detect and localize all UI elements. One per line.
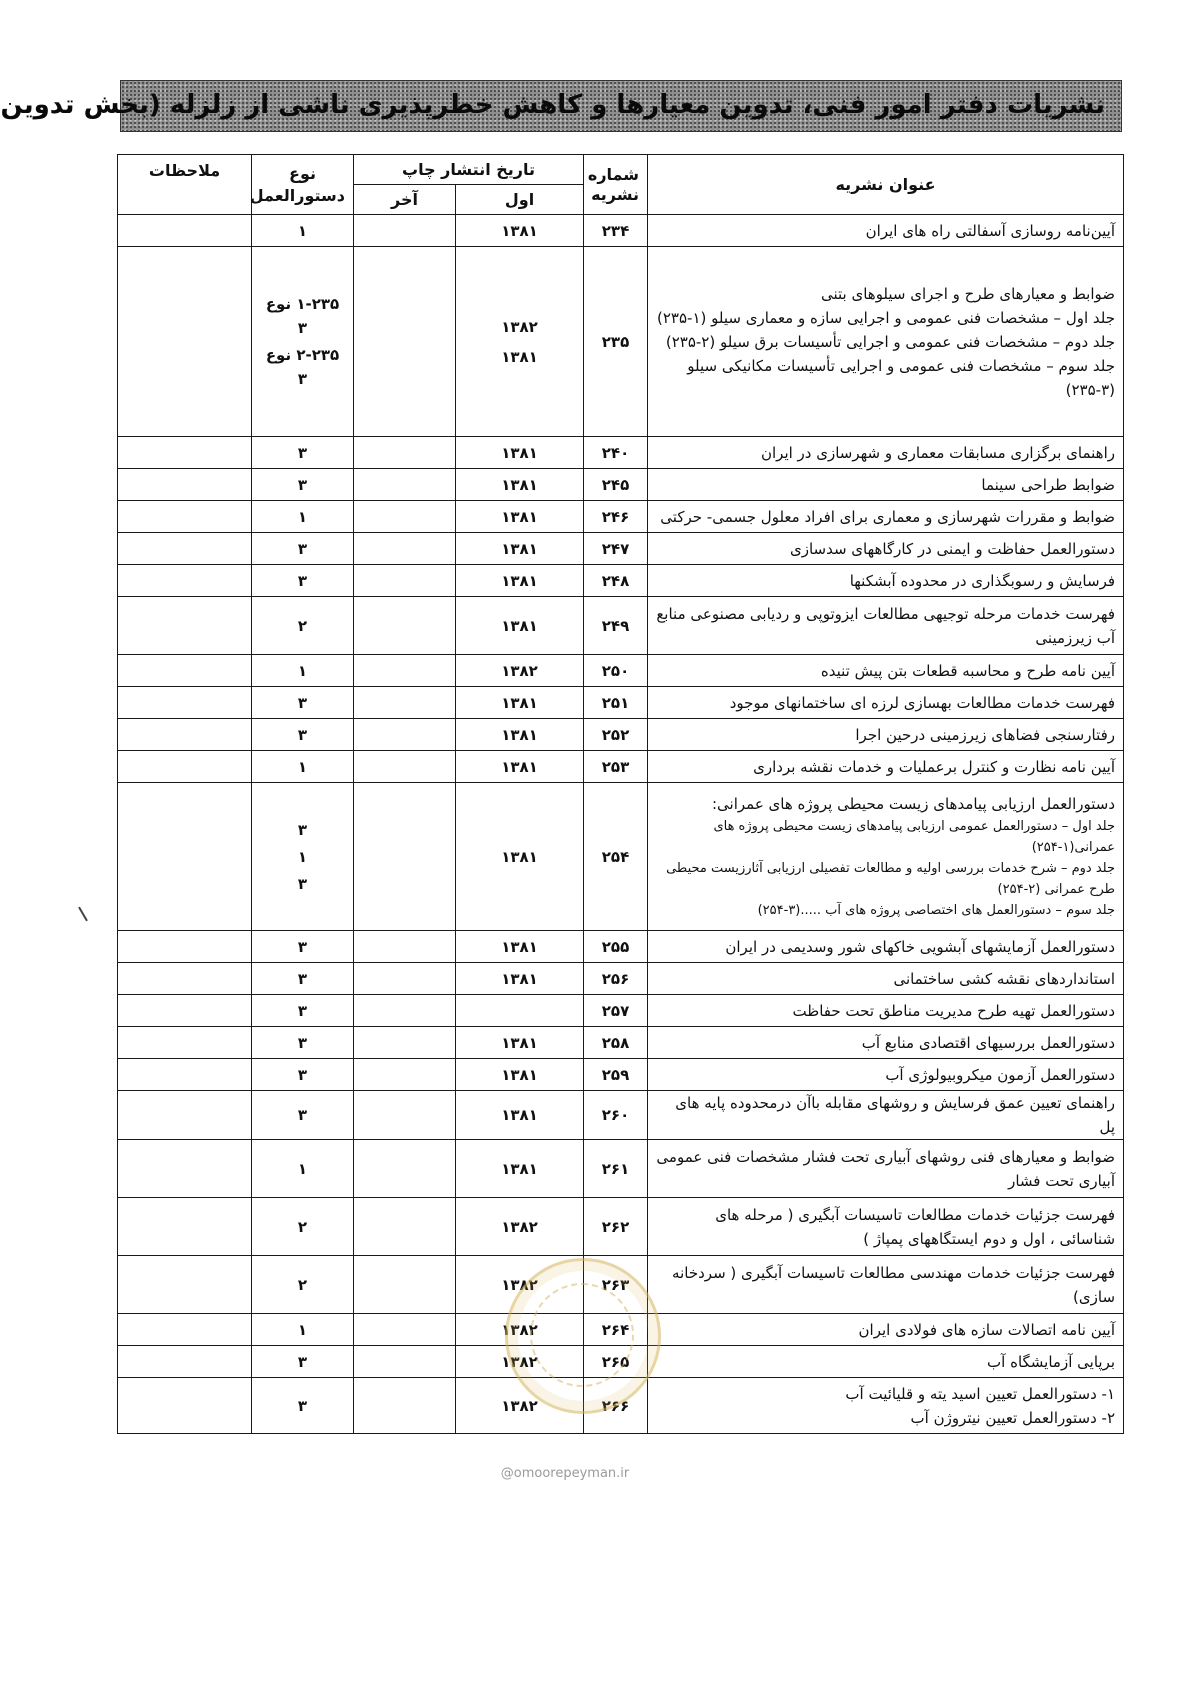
title-line: دستورالعمل تهیه طرح مدیریت مناطق تحت حفاظت (792, 1001, 1116, 1020)
cell-title (648, 995, 1124, 1027)
table-row (118, 597, 1124, 655)
cell-type (252, 931, 354, 963)
cell-last-print (354, 597, 456, 655)
table-row (118, 247, 1124, 437)
title-line: جلد سوم – مشخصات فنی عمومی و اجرایی تأسیسات مکانیکی سیلو (۳-۲۳۵) (687, 356, 1116, 399)
cell-number: ۲۶۵ (584, 1346, 648, 1378)
type-value: ۳ (297, 539, 308, 558)
table-row (118, 1059, 1124, 1091)
cell-number: ۲۵۳ (584, 751, 648, 783)
cell-notes (118, 437, 252, 469)
type-value: ۳ (297, 1352, 308, 1371)
cell-type (252, 597, 354, 655)
title-line: فهرست جزئیات خدمات مهندسی مطالعات تاسیسات آبگیری ( سردخانه سازی) (672, 1263, 1116, 1306)
title-line: فهرست خدمات مرحله توجیهی مطالعات ایزوتوپی و ردیابی مصنوعی منابع آب زیرزمینی (656, 604, 1116, 647)
cell-number: ۲۶۴ (584, 1314, 648, 1346)
cell-last-print (354, 215, 456, 247)
title-line: فهرست خدمات مطالعات بهسازی لرزه ای ساختمانهای موجود (729, 693, 1116, 712)
cell-last-print (354, 687, 456, 719)
cell-number: ۲۳۵ (584, 247, 648, 437)
cell-last-print (354, 437, 456, 469)
cell-type (252, 995, 354, 1027)
cell-last-print (354, 1059, 456, 1091)
title-line: ضوابط طراحی سینما (981, 475, 1116, 494)
type-value: ۳ (297, 443, 308, 462)
cell-type (252, 501, 354, 533)
subtitle-line: جلد اول – دستورالعمل عمومی ارزیابی پیامدهای زیست محیطی پروژه های عمرانی(۱-۲۵۴) (713, 819, 1116, 855)
cell-number: ۲۶۰ (584, 1091, 648, 1140)
cell-number: ۲۵۶ (584, 963, 648, 995)
title-line: فهرست جزئیات خدمات مطالعات تاسیسات آبگیری ( مرحله های شناسائی ، اول و دوم ایستگاههای پمپاژ ) (715, 1205, 1116, 1248)
cell-first-print (456, 931, 584, 963)
title-line: آیین نامه اتصالات سازه های فولادی ایران (858, 1320, 1116, 1339)
cell-number: ۲۶۲ (584, 1198, 648, 1256)
first-print-year: ۱۳۸۲ (501, 1352, 538, 1371)
cell-title (648, 751, 1124, 783)
cell-notes (118, 1027, 252, 1059)
cell-number: ۲۵۲ (584, 719, 648, 751)
table-row (118, 719, 1124, 751)
first-print-year: ۱۳۸۲ (501, 1275, 538, 1294)
cell-last-print (354, 783, 456, 931)
cell-number: ۲۴۹ (584, 597, 648, 655)
header-type: نوع دستورالعمل (252, 155, 354, 215)
type-value: ۱ (297, 221, 308, 240)
first-print-year: ۱۳۸۲ (501, 1217, 538, 1236)
cell-title (648, 719, 1124, 751)
type-value: ۲ (297, 1217, 308, 1236)
cell-notes (118, 963, 252, 995)
type-value: ۳ (297, 571, 308, 590)
cell-notes (118, 1314, 252, 1346)
cell-number: ۲۵۱ (584, 687, 648, 719)
cell-first-print (456, 215, 584, 247)
cell-first-print (456, 751, 584, 783)
cell-notes (118, 469, 252, 501)
cell-number: ۲۶۶ (584, 1378, 648, 1434)
cell-last-print (354, 247, 456, 437)
cell-first-print (456, 1059, 584, 1091)
cell-notes (118, 247, 252, 437)
header-number: شماره نشریه (584, 155, 648, 215)
cell-last-print (354, 719, 456, 751)
cell-notes (118, 1346, 252, 1378)
cell-last-print (354, 533, 456, 565)
first-print-year: ۱۳۸۱ (501, 969, 538, 988)
type-value: ۳ (297, 969, 308, 988)
table-row (118, 1378, 1124, 1434)
cell-type (252, 1378, 354, 1434)
cell-last-print (354, 1378, 456, 1434)
table-row (118, 1198, 1124, 1256)
table-row (118, 687, 1124, 719)
cell-title (648, 783, 1124, 931)
cell-title (648, 533, 1124, 565)
title-line: دستورالعمل ارزیابی پیامدهای زیست محیطی پروژه های عمرانی: (711, 795, 1116, 813)
cell-type (252, 469, 354, 501)
subtitle-line: جلد سوم – دستورالعمل های اختصاصی پروژه های آب .....(۳-۲۵۴) (757, 903, 1116, 918)
type-value: ۳ (297, 475, 308, 494)
first-print-year: ۱۳۸۱ (501, 347, 538, 366)
title-line: آیین‌نامه روسازی آسفالتی راه های ایران (865, 221, 1116, 240)
first-print-year: ۱۳۸۱ (501, 937, 538, 956)
type-value: ۳ (297, 820, 308, 839)
cell-last-print (354, 1027, 456, 1059)
table-row (118, 931, 1124, 963)
banner-title: نشریات دفتر امور فنی، تدوین معیارها و کاهش خطرپذیری ناشی از زلزله (بخش تدوین (0, 90, 1105, 120)
table-row (118, 1027, 1124, 1059)
cell-first-print (456, 1256, 584, 1314)
cell-title (648, 1314, 1124, 1346)
cell-notes (118, 565, 252, 597)
type-value: ۱-۲۳۵ نوع ۳ (265, 295, 340, 337)
cell-title (648, 687, 1124, 719)
cell-title (648, 655, 1124, 687)
title-line: دستورالعمل حفاظت و ایمنی در کارگاههای سدسازی (789, 539, 1116, 558)
table-row (118, 1346, 1124, 1378)
table-row (118, 963, 1124, 995)
watermark: @omoorepeyman.ir (500, 1466, 630, 1481)
cell-last-print (354, 1140, 456, 1198)
table-row (118, 1314, 1124, 1346)
first-print-year: ۱۳۸۱ (501, 443, 538, 462)
cell-title (648, 1140, 1124, 1198)
cell-last-print (354, 565, 456, 597)
cell-first-print (456, 995, 584, 1027)
type-value: ۳ (297, 1106, 308, 1124)
cell-first-print (456, 1091, 584, 1140)
cell-type (252, 1256, 354, 1314)
title-line: ضوابط و مقررات شهرسازی و معماری برای افراد معلول جسمی- حرکتی (660, 507, 1116, 526)
table-row (118, 469, 1124, 501)
cell-number: ۲۵۰ (584, 655, 648, 687)
cell-number: ۲۴۶ (584, 501, 648, 533)
title-line: جلد دوم – مشخصات فنی عمومی و اجرایی تأسیسات برق سیلو (۲-۲۳۵) (665, 332, 1116, 351)
cell-notes (118, 501, 252, 533)
cell-first-print (456, 1346, 584, 1378)
cell-type (252, 437, 354, 469)
cell-notes (118, 719, 252, 751)
cell-first-print (456, 1198, 584, 1256)
cell-first-print (456, 719, 584, 751)
cell-first-print (456, 1027, 584, 1059)
first-print-year: ۱۳۸۱ (501, 507, 538, 526)
title-line: دستورالعمل آزمایشهای آبشویی خاکهای شور وسدیمی در ایران (725, 937, 1116, 956)
cell-number: ۲۴۸ (584, 565, 648, 597)
table-row (118, 783, 1124, 931)
cell-last-print (354, 1091, 456, 1140)
type-value: ۲ (297, 1275, 308, 1294)
cell-first-print (456, 1314, 584, 1346)
cell-title (648, 1346, 1124, 1378)
cell-notes (118, 1378, 252, 1434)
cell-type (252, 1140, 354, 1198)
title-line: ۲- دستورالعمل تعیین نیتروژن آب (910, 1408, 1116, 1427)
cell-first-print (456, 533, 584, 565)
type-value: ۳ (297, 874, 308, 893)
cell-title (648, 501, 1124, 533)
type-value: ۳ (297, 1033, 308, 1052)
table-body (118, 215, 1124, 1434)
first-print-year: ۱۳۸۱ (501, 1065, 538, 1084)
first-print-year: ۱۳۸۱ (501, 847, 538, 866)
cell-number: ۲۵۹ (584, 1059, 648, 1091)
cell-notes (118, 597, 252, 655)
cell-type (252, 1198, 354, 1256)
cell-type (252, 655, 354, 687)
cell-type (252, 1091, 354, 1140)
cell-title (648, 931, 1124, 963)
type-value: ۱ (297, 507, 308, 526)
cell-notes (118, 1256, 252, 1314)
cell-title (648, 1378, 1124, 1434)
first-print-year: ۱۳۸۱ (501, 539, 538, 558)
table-row (118, 1256, 1124, 1314)
cell-number: ۲۴۰ (584, 437, 648, 469)
cell-number: ۲۵۴ (584, 783, 648, 931)
type-value: ۱ (297, 757, 308, 776)
cell-notes (118, 1059, 252, 1091)
title-line: برپایی آزمایشگاه آب (987, 1352, 1116, 1371)
table-row (118, 1140, 1124, 1198)
cell-first-print (456, 783, 584, 931)
title-line: استانداردهای نقشه کشی ساختمانی (893, 969, 1116, 988)
cell-number: ۲۴۵ (584, 469, 648, 501)
first-print-year: ۱۳۸۲ (501, 317, 538, 336)
cell-notes (118, 783, 252, 931)
cell-notes (118, 931, 252, 963)
cell-last-print (354, 995, 456, 1027)
cell-first-print (456, 687, 584, 719)
cell-first-print (456, 1140, 584, 1198)
cell-title (648, 565, 1124, 597)
first-print-year: ۱۳۸۲ (501, 1396, 538, 1415)
first-print-year: ۱۳۸۱ (501, 1159, 538, 1178)
cell-title (648, 1091, 1124, 1140)
header-title: عنوان نشریه (648, 155, 1124, 215)
cell-type (252, 533, 354, 565)
cell-first-print (456, 1378, 584, 1434)
table-row (118, 751, 1124, 783)
subtitle-line: جلد دوم – شرح خدمات بررسی اولیه و مطالعات تفصیلی ارزیابی آثارزیست محیطی طرح عمرانی (۲-۲۵۴) (666, 861, 1116, 897)
cell-last-print (354, 655, 456, 687)
cell-type (252, 565, 354, 597)
cell-title (648, 963, 1124, 995)
table-row (118, 655, 1124, 687)
cell-first-print (456, 655, 584, 687)
cell-title (648, 1027, 1124, 1059)
cell-type (252, 719, 354, 751)
cell-number: ۲۴۷ (584, 533, 648, 565)
type-value: ۳ (297, 937, 308, 956)
title-line: آیین نامه طرح و محاسبه قطعات بتن پیش تنیده (820, 661, 1116, 680)
header-last: آخر (354, 185, 456, 215)
cell-last-print (354, 931, 456, 963)
title-line: رفتارسنجی فضاهای زیرزمینی درحین اجرا (855, 725, 1116, 744)
type-value: ۲ (297, 616, 308, 635)
cell-title (648, 437, 1124, 469)
cell-type (252, 1346, 354, 1378)
cell-first-print (456, 963, 584, 995)
table-row (118, 215, 1124, 247)
cell-title (648, 597, 1124, 655)
title-line: دستورالعمل آزمون میکروبیولوژی آب (885, 1065, 1116, 1084)
type-value: ۱ (297, 661, 308, 680)
cell-title (648, 1198, 1124, 1256)
cell-last-print (354, 1256, 456, 1314)
cell-number: ۲۵۷ (584, 995, 648, 1027)
first-print-year: ۱۳۸۱ (501, 221, 538, 240)
cell-first-print (456, 565, 584, 597)
cell-first-print (456, 597, 584, 655)
header-notes: ملاحظات (118, 155, 252, 215)
type-value: ۱ (297, 1320, 308, 1339)
table-row (118, 437, 1124, 469)
header-first: اول (456, 185, 584, 215)
first-print-year: ۱۳۸۱ (501, 571, 538, 590)
cell-last-print (354, 751, 456, 783)
cell-title (648, 247, 1124, 437)
cell-number: ۲۶۳ (584, 1256, 648, 1314)
cell-type (252, 963, 354, 995)
cell-notes (118, 1091, 252, 1140)
cell-type (252, 215, 354, 247)
title-line: راهنمای برگزاری مسابقات معماری و شهرسازی در ایران (760, 443, 1116, 462)
cell-notes (118, 995, 252, 1027)
cell-number: ۲۶۱ (584, 1140, 648, 1198)
cell-first-print (456, 437, 584, 469)
type-value: ۳ (297, 1396, 308, 1415)
header-date: تاریخ انتشار چاپ (354, 155, 584, 185)
first-print-year: ۱۳۸۲ (501, 661, 538, 680)
cell-notes (118, 751, 252, 783)
title-line: فرسایش و رسوبگذاری در محدوده آبشکنها (849, 571, 1116, 590)
cell-number: ۲۳۴ (584, 215, 648, 247)
cell-type (252, 1027, 354, 1059)
title-line: راهنمای تعیین عمق فرسایش و روشهای مقابله باآن درمحدوده پایه های پل (675, 1094, 1116, 1136)
cell-type (252, 687, 354, 719)
title-line: ضوابط و معیارهای فنی روشهای آبیاری تحت فشار مشخصات فنی عمومی آبیاری تحت فشار (656, 1147, 1116, 1190)
cell-notes (118, 655, 252, 687)
type-value: ۱ (297, 1159, 308, 1178)
cell-first-print (456, 247, 584, 437)
cell-last-print (354, 1198, 456, 1256)
cell-first-print (456, 469, 584, 501)
cell-last-print (354, 501, 456, 533)
cell-notes (118, 687, 252, 719)
title-line: ۱- دستورالعمل تعیین اسید یته و قلیائیت آب (845, 1384, 1116, 1403)
table-row (118, 995, 1124, 1027)
cell-title (648, 1256, 1124, 1314)
table-row (118, 565, 1124, 597)
first-print-year: ۱۳۸۲ (501, 1320, 538, 1339)
cell-type (252, 247, 354, 437)
cell-number: ۲۵۸ (584, 1027, 648, 1059)
cell-notes (118, 1140, 252, 1198)
header-banner (0, 80, 1122, 132)
cell-type (252, 1314, 354, 1346)
type-value: ۱ (297, 847, 308, 866)
cell-notes (118, 533, 252, 565)
cell-title (648, 469, 1124, 501)
type-value: ۳ (297, 1001, 308, 1020)
first-print-year: ۱۳۸۱ (501, 1106, 538, 1124)
type-value: ۲-۲۳۵ نوع ۳ (265, 346, 340, 388)
table-row (118, 533, 1124, 565)
cell-title (648, 1059, 1124, 1091)
type-value: ۳ (297, 1065, 308, 1084)
cell-notes (118, 215, 252, 247)
cell-last-print (354, 1346, 456, 1378)
title-line: ضوابط و معیارهای طرح و اجرای سیلوهای بتنی (820, 284, 1116, 303)
cell-type (252, 751, 354, 783)
publications-table (117, 154, 1124, 1434)
table-row (118, 501, 1124, 533)
first-print-year: ۱۳۸۱ (501, 725, 538, 744)
cell-title (648, 215, 1124, 247)
cell-first-print (456, 501, 584, 533)
title-line: آیین نامه نظارت و کنترل برعملیات و خدمات نقشه برداری (753, 757, 1116, 776)
first-print-year: ۱۳۸۱ (501, 693, 538, 712)
cell-type (252, 783, 354, 931)
cell-last-print (354, 1314, 456, 1346)
table-row (118, 1091, 1124, 1140)
first-print-year: ۱۳۸۱ (501, 616, 538, 635)
first-print-year: ۱۳۸۱ (501, 757, 538, 776)
cell-last-print (354, 469, 456, 501)
first-print-year: ۱۳۸۱ (501, 475, 538, 494)
type-value: ۳ (297, 725, 308, 744)
title-line: جلد اول – مشخصات فنی عمومی و اجرایی سازه و معماری سیلو (۱-۲۳۵) (657, 308, 1116, 327)
cell-type (252, 1059, 354, 1091)
margin-mark (78, 907, 88, 922)
first-print-year: ۱۳۸۱ (501, 1033, 538, 1052)
cell-number: ۲۵۵ (584, 931, 648, 963)
title-line: دستورالعمل بررسیهای اقتصادی منابع آب (861, 1033, 1116, 1052)
cell-last-print (354, 963, 456, 995)
cell-notes (118, 1198, 252, 1256)
table-header (118, 155, 1124, 215)
type-value: ۳ (297, 693, 308, 712)
